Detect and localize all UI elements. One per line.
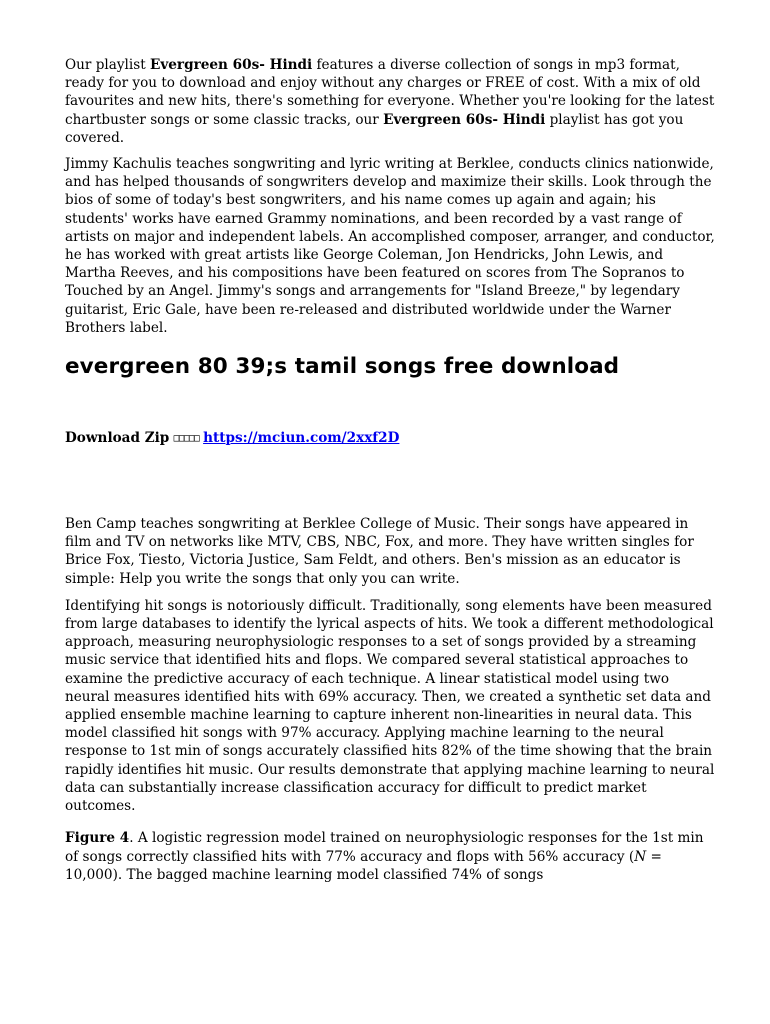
research-paragraph: Identifying hit songs is notoriously difficult. Traditionally, song elements have been measured from large databases to identify the lyrical aspects of hits. We took a different methodological approach, measuring neurophysiologic responses to a set of songs provided by a streaming music service that identified hits and flops. We compared several statistical approaches to examine the predictive accuracy of each technique. A linear statistical model using two neural measures identified hits with 69% accuracy. Then, we created a synthetic set data and applied ensemble machine learning to capture inherent non-linearities in neural data. This model classified hit songs with 97% accuracy. Applying machine learning to the neural response to 1st min of songs accurately classified hits 82% of the time showing that the brain rapidly identifies hit music. Our results demonstrate that applying machine learning to neural data can substantially increase classification accuracy for difficult to predict market outcomes. bbox=[65, 597, 715, 815]
document-page bbox=[65, 56, 715, 884]
caption-text: . A logistic regression model trained on neurophysiologic responses for the 1st min of songs correctly classified hits with 77% accuracy and flops with 56% accuracy ( bbox=[65, 830, 704, 865]
placeholder-glyphs: □□□□□ bbox=[173, 433, 199, 445]
camp-bio-paragraph: Ben Camp teaches songwriting at Berklee College of Music. Their songs have appeared in film and TV on networks like MTV, CBS, NBC, Fox, and more. They have written singles for Brice Fox, Tiesto, Victoria Justice, Sam Feldt, and others. Ben's mission as an educator is simple: Help you write the songs that only you can write. bbox=[65, 516, 694, 587]
download-link[interactable]: https://mciun.com/2xxf2D bbox=[203, 430, 400, 447]
download-zip-label: Download Zip bbox=[65, 430, 170, 447]
intro-text: playlist has got you covered. bbox=[65, 111, 684, 146]
playlist-name: Evergreen 60s- Hindi bbox=[150, 57, 313, 73]
intro-text: features a diverse collection of songs in mp3 format, ready for you to download and enjoy without any charges or FREE of cost. With a mix of old favourites and new hits, there's something for everyone. Whether you're looking for the latest chartbuster songs or some classic tracks, our bbox=[65, 57, 715, 128]
kachulis-bio-paragraph: Jimmy Kachulis teaches songwriting and lyric writing at Berklee, conducts clinics nationwide, and has helped thousands of songwriters develop and maximize their skills. Look through the bios of some of today's best songwriters, and his name comes up again and again; his students' works have earned Grammy nominations, and been recorded by a vast range of artists on major and independent labels. An accomplished composer, arranger, and conductor, he has worked with great artists like George Coleman, Jon Hendricks, John Lewis, and Martha Reeves, and his compositions have been featured on scores from The Sopranos to Touched by an Angel. Jimmy's songs and arrangements for "Island Breeze," by legendary guitarist, Eric Gale, have been re-released and distributed worldwide under the Warner Brothers label. bbox=[65, 156, 715, 336]
caption-variable: N bbox=[634, 848, 647, 865]
intro-text: Our playlist bbox=[65, 57, 151, 73]
page-heading: evergreen 80 39;s tamil songs free download bbox=[65, 354, 620, 380]
intro-paragraph bbox=[65, 56, 715, 147]
download-row bbox=[65, 429, 715, 448]
figure-label: Figure 4 bbox=[65, 830, 130, 847]
caption-text: = 10,000). The bagged machine learning model classified 74% of songs bbox=[65, 848, 662, 883]
figure-caption bbox=[65, 829, 715, 884]
playlist-name: Evergreen 60s- Hindi bbox=[383, 111, 546, 128]
